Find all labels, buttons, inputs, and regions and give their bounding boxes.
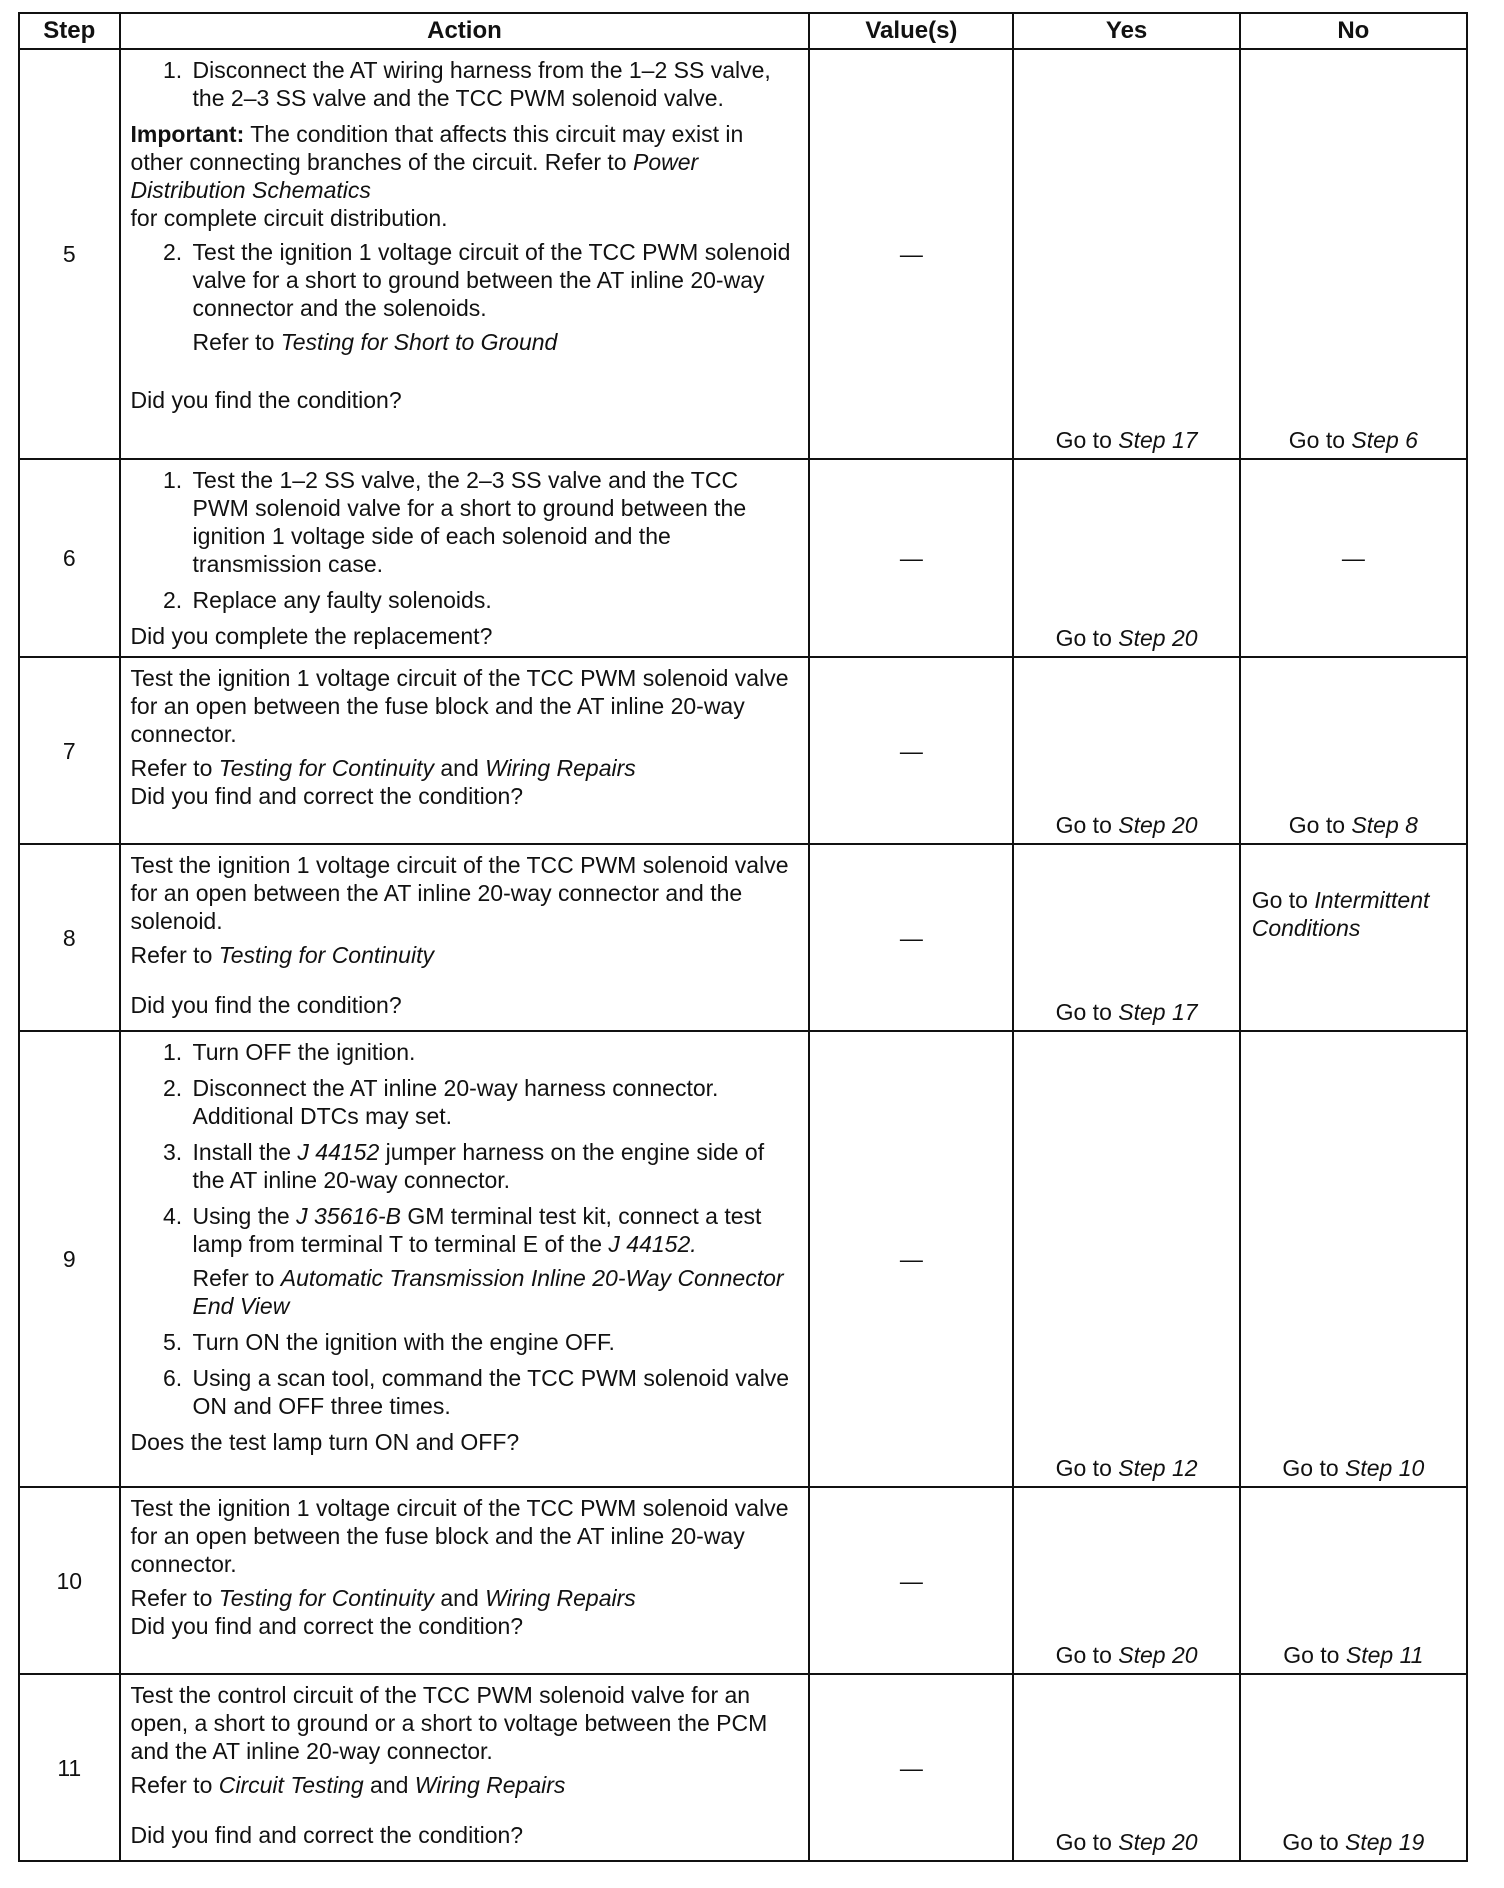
no-cell [1240,657,1467,844]
table-row-step-5 [19,49,1467,459]
tool-reference: J 35616-B [296,1203,401,1229]
refer-line: Refer to Testing for Short to Ground [192,329,558,355]
yes-cell [1013,657,1239,844]
action-item: 5. Turn ON the ignition with the engine OFF. [189,1328,799,1356]
values-cell: — [809,49,1013,459]
header-values: Value(s) [809,13,1013,49]
reference-link: Automatic Transmission Inline 20-Way Connector End View [192,1265,784,1319]
reference-link: Wiring Repairs [414,1772,566,1798]
reference-link: Testing for Continuity [218,942,434,968]
refer-line: Refer to Testing for Continuity and Wiring Repairs [130,1585,636,1611]
action-cell [120,49,810,459]
no-goto: Go to Step 10 [1282,1455,1425,1481]
no-cell [1240,844,1467,1031]
action-item: 2. Replace any faulty solenoids. [189,586,799,614]
yes-goto: Go to Step 17 [1055,999,1198,1025]
no-cell [1240,1674,1467,1861]
reference-link: Testing for Continuity [218,1585,434,1611]
reference-link: Testing for Continuity [218,755,434,781]
reference-link: Power Distribution Schematics [130,149,699,203]
yes-cell [1013,1674,1239,1861]
reference-link: Wiring Repairs [485,1585,636,1611]
action-question: Did you find the condition? [130,992,402,1018]
reference-link: Circuit Testing [218,1772,364,1798]
action-cell [120,1031,810,1487]
table-row-step-10 [19,1487,1467,1674]
diagnostic-table-page [18,12,1468,1862]
yes-goto: Go to Step 20 [1055,812,1198,838]
values-cell: — [809,844,1013,1031]
reference-link: Testing for Short to Ground [280,329,558,355]
no-cell [1240,49,1467,459]
no-cell [1240,1031,1467,1487]
table-row-step-9 [19,1031,1467,1487]
table-row-step-11 [19,1674,1467,1861]
refer-line: Refer to Circuit Testing and Wiring Repairs [130,1772,566,1798]
refer-line: Refer to Automatic Transmission Inline 20-Way Connector End View [192,1265,784,1319]
values-cell: — [809,657,1013,844]
action-question: Did you find and correct the condition? [130,1822,524,1848]
action-question: Did you find and correct the condition? [130,783,524,809]
yes-goto: Go to Step 12 [1055,1455,1198,1481]
action-item: 4. Using the J 35616-B GM terminal test kit, connect a test lamp from terminal T to terminal E of the J 44152. Refer to Automatic Transmission Inline 20-Way Connector End View [189,1202,799,1320]
action-cell [120,459,810,657]
table-row-step-7 [19,657,1467,844]
no-goto: Go to Step 8 [1288,812,1418,838]
header-no: No [1240,13,1467,49]
diagnostic-table [18,12,1468,1862]
important-note: Important: The condition that affects this circuit may exist in other connecting branches of the circuit. Refer to Power Distribution Schematics for complete circuit distribution. [130,121,744,231]
step-number: 6 [19,459,120,657]
action-question: Did you find the condition? [130,387,402,413]
yes-cell [1013,1031,1239,1487]
header-action: Action [120,13,810,49]
yes-cell [1013,49,1239,459]
yes-cell [1013,844,1239,1031]
action-cell: Test the ignition 1 voltage circuit of the TCC PWM solenoid valve for an open between the AT inline 20-way connector and the solenoid. Refer to Testing for Continuity Did you find the condition? [120,844,810,1031]
action-item: 2. Disconnect the AT inline 20-way harness connector. Additional DTCs may set. [189,1074,799,1130]
step-number: 10 [19,1487,120,1674]
no-goto: Go to Step 11 [1283,1642,1424,1668]
yes-goto: Go to Step 17 [1055,427,1198,453]
values-cell: — [809,1031,1013,1487]
action-cell: Test the control circuit of the TCC PWM solenoid valve for an open, a short to ground or a short to voltage between the PCM and the AT inline 20-way connector. Refer to Circuit Testing and Wiring Repairs Did you find and correct the condition? [120,1674,810,1861]
important-label: Important: [130,121,245,147]
yes-cell [1013,459,1239,657]
action-cell: Test the ignition 1 voltage circuit of the TCC PWM solenoid valve for an open between the fuse block and the AT inline 20-way connector. Refer to Testing for Continuity and Wiring Repairs Did you find and correct the condition? [120,657,810,844]
step-number: 5 [19,49,120,459]
tool-reference: J 44152 [297,1139,380,1165]
action-item: 1. Test the 1–2 SS valve, the 2–3 SS valve and the TCC PWM solenoid valve for a short to ground between the ignition 1 voltage side of each solenoid and the transmission case. [189,466,799,578]
values-cell: — [809,1487,1013,1674]
refer-line: Refer to Testing for Continuity [130,942,434,968]
no-goto: Go to Step 6 [1288,427,1418,453]
action-question: Did you complete the replacement? [130,623,493,649]
action-item: 2. Test the ignition 1 voltage circuit of the TCC PWM solenoid valve for a short to ground between the AT inline 20-way connector and the solenoids. Refer to Testing for Short to Ground [189,238,799,356]
yes-cell [1013,1487,1239,1674]
no-cell [1240,1487,1467,1674]
values-cell: — [809,1674,1013,1861]
table-row-step-8 [19,844,1467,1031]
action-item: 3. Install the J 44152 jumper harness on the engine side of the AT inline 20-way connector. [189,1138,799,1194]
header-yes: Yes [1013,13,1239,49]
step-number: 11 [19,1674,120,1861]
table-header-row [19,13,1467,49]
action-item: 1. Turn OFF the ignition. [189,1038,799,1066]
reference-link: Wiring Repairs [485,755,636,781]
action-question: Does the test lamp turn ON and OFF? [130,1429,520,1455]
no-cell: — [1240,459,1467,657]
yes-goto: Go to Step 20 [1055,625,1198,651]
action-item: 1. Disconnect the AT wiring harness from the 1–2 SS valve, the 2–3 SS valve and the TCC PWM solenoid valve. [189,56,799,112]
action-cell: Test the ignition 1 voltage circuit of the TCC PWM solenoid valve for an open between the fuse block and the AT inline 20-way connector. Refer to Testing for Continuity and Wiring Repairs Did you find and correct the condition? [120,1487,810,1674]
action-question: Did you find and correct the condition? [130,1613,524,1639]
yes-goto: Go to Step 20 [1055,1829,1198,1855]
step-number: 9 [19,1031,120,1487]
yes-goto: Go to Step 20 [1055,1642,1198,1668]
header-step: Step [19,13,120,49]
table-row-step-6 [19,459,1467,657]
action-item: 6. Using a scan tool, command the TCC PWM solenoid valve ON and OFF three times. [189,1364,799,1420]
no-goto: Go to Step 19 [1282,1829,1425,1855]
no-goto: Go to Intermittent Conditions [1251,887,1430,941]
step-number: 7 [19,657,120,844]
step-number: 8 [19,844,120,1031]
refer-line: Refer to Testing for Continuity and Wiring Repairs [130,755,636,781]
tool-reference: J 44152. [608,1231,697,1257]
values-cell: — [809,459,1013,657]
